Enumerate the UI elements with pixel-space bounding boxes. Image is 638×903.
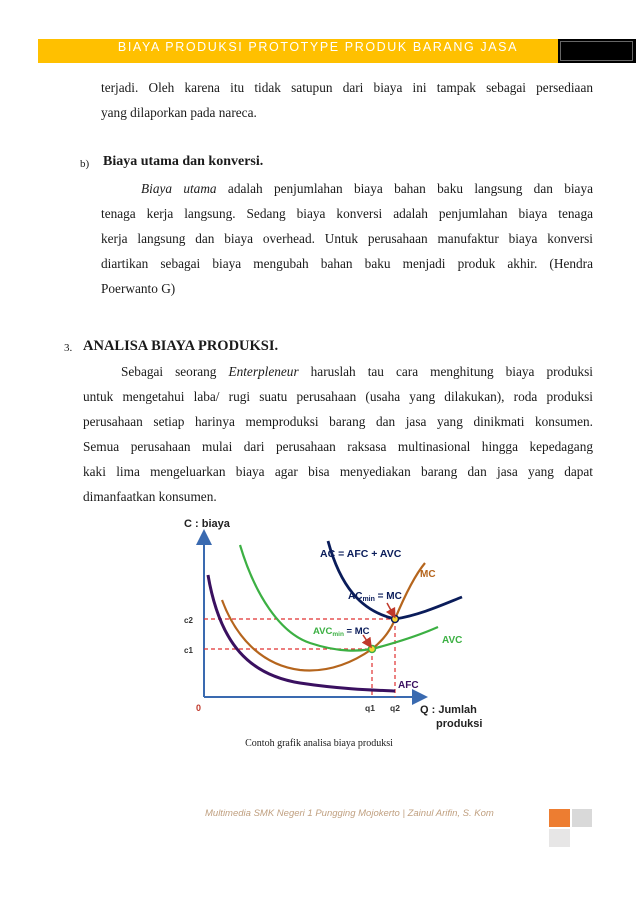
text-line bbox=[101, 176, 593, 201]
text-line: yang dilaporkan pada nareca. bbox=[101, 105, 257, 120]
text-line: dimanfaatkan konsumen. bbox=[83, 489, 217, 504]
section-3-body bbox=[83, 359, 593, 509]
text-line: diartikan sebagai biaya mengubah bahan baku menjadi produk akhir. (Hendra bbox=[101, 256, 593, 271]
mc-curve-label: MC bbox=[420, 569, 436, 580]
cost-analysis-graph bbox=[180, 515, 510, 735]
paragraph-continuation bbox=[101, 75, 593, 125]
graph-caption: Contoh grafik analisa biaya produksi bbox=[245, 738, 393, 749]
y-axis-label: C : biaya bbox=[184, 518, 230, 530]
term-biaya-utama: Biaya utama bbox=[141, 181, 217, 196]
avc-curve-label: AVC bbox=[442, 635, 463, 646]
text-line: untuk mengetahui laba/ rugi suatu perusahaan (usaha yang dilakukan), roda produksi bbox=[83, 389, 593, 404]
section-3-number: 3. bbox=[64, 342, 73, 354]
header-accent-block bbox=[558, 39, 636, 63]
text-line: kaki lima mengeluarkan biaya agar bisa menyediakan barang dan jasa yang dapat bbox=[83, 464, 593, 479]
avcmin-label: $AVC_{min}$ = MC bbox=[313, 626, 370, 638]
c1-label: c1 bbox=[184, 646, 193, 655]
q1-label: q1 bbox=[365, 703, 375, 713]
list-marker-b: b) bbox=[80, 158, 90, 170]
c2-label: c2 bbox=[184, 616, 193, 625]
footer-grey-square bbox=[572, 809, 592, 827]
section-3-title: ANALISA BIAYA PRODUKSI. bbox=[83, 338, 279, 354]
acmin-label: $AC_{min}$ = MC bbox=[348, 591, 402, 603]
footer-grey-square bbox=[549, 829, 570, 847]
text-fragment: Sebagai seorang bbox=[121, 364, 217, 379]
footer-text: Multimedia SMK Negeri 1 Pungging Mojokerto | Zainul Arifin, S. Kom bbox=[205, 808, 494, 819]
text-line bbox=[83, 359, 593, 384]
text-line: Semua perusahaan mulai dari perusahaan raksasa multinasional hingga kepedagang bbox=[83, 439, 593, 454]
header-bar bbox=[38, 39, 598, 63]
section-b-title: Biaya utama dan konversi. bbox=[103, 154, 264, 169]
ac-curve-label: AC = AFC + AVC bbox=[320, 548, 402, 560]
header-title: BIAYA PRODUKSI PROTOTYPE PRODUK BARANG JASA bbox=[117, 40, 519, 54]
x-axis-label-line1: Q : Jumlah bbox=[420, 704, 477, 716]
text-line: tenaga kerja langsung. Sedang biaya konversi adalah penjumlahan biaya tenaga bbox=[101, 206, 593, 221]
text-line: kerja langsung dan biaya overhead. Untuk perusahaan manufaktur biaya konversi bbox=[101, 231, 593, 246]
afc-curve-label: AFC bbox=[398, 680, 419, 691]
text-line: terjadi. Oleh karena itu tidak satupun dari biaya ini tampak sebagai persediaan bbox=[101, 80, 593, 95]
acmin-arrow bbox=[387, 603, 393, 614]
text-line: perusahaan setiap harinya memproduksi barang dan jasa yang dinikmati konsumen. bbox=[83, 414, 593, 429]
footer-orange-square bbox=[549, 809, 570, 827]
x-axis-label-line2: produksi bbox=[436, 718, 483, 730]
term-enterpleneur: Enterpleneur bbox=[228, 364, 299, 379]
text-line: Poerwanto G) bbox=[101, 281, 176, 296]
section-b-body bbox=[101, 176, 593, 301]
q2-label: q2 bbox=[390, 703, 400, 713]
origin-label: 0 bbox=[196, 703, 202, 713]
text-fragment: adalah penjumlahan biaya bahan baku langsung dan biaya bbox=[227, 181, 593, 196]
avc-min-point bbox=[369, 646, 376, 653]
text-fragment: haruslah tau cara menghitung biaya produksi bbox=[310, 364, 593, 379]
ac-min-point bbox=[392, 616, 399, 623]
